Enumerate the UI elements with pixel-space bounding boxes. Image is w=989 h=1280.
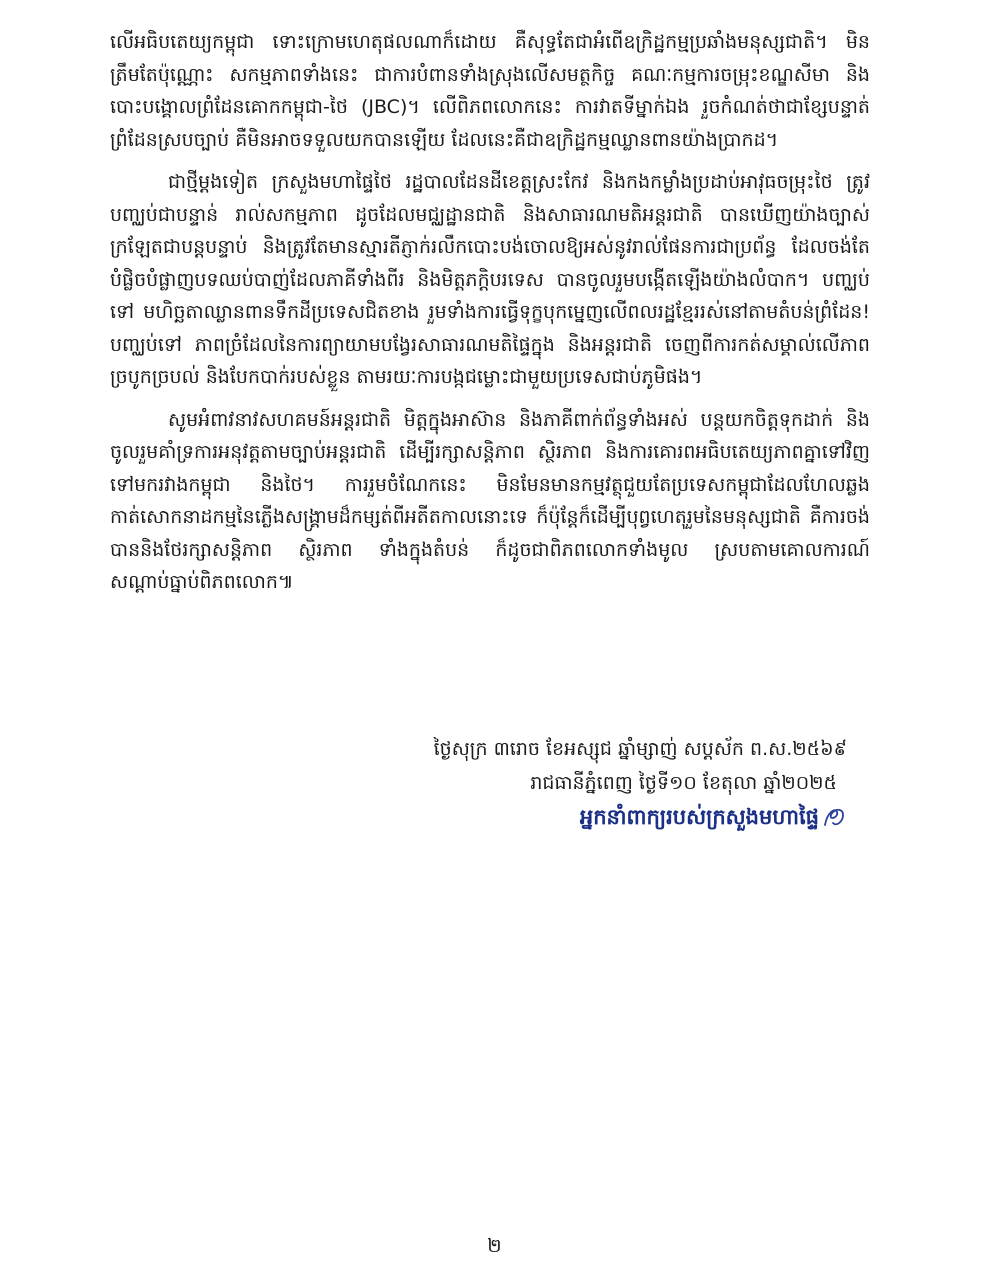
lunar-date-line: ថ្ងៃសុក្រ ៣រោច ខែអស្សុជ ឆ្នាំម្សាញ់ សប្តស័ក ព.ស.២៥៦៩ [433,738,847,760]
closing-block [347,732,847,834]
paragraph-1: លើអធិបតេយ្យកម្ពុជា ទោះក្រោមហេតុផលណាក៏ដោយ គឺសុទ្ធតែជាអំពើឧក្រិដ្ឋកម្មប្រឆាំងមនុស្សជាតិ។ មិនត្រឹមតែប៉ុណ្ណោះ សកម្មភាពទាំងនេះ ជាការបំពានទាំងស្រុងលើសមត្ថកិច្ច គណៈកម្មការចម្រុះខណ្ឌសីមា និងបោះបង្គោលព្រំដែនគោកកម្ពុជា-ថៃ (JBC)។ លើពិភពលោកនេះ ការវាតទីម្នាក់ឯង រួចកំណត់ថាជាខ្សែបន្ទាត់ព្រំដែនស្របច្បាប់ គឺមិនអាចទទួលយកបានឡើយ ដែលនេះគឺជាឧក្រិដ្ឋកម្មឈ្លានពានយ៉ាងប្រាកដ។ [110,31,870,151]
paragraph-3: សូមអំពាវនាវសហគមន៍អន្តរជាតិ មិត្តក្នុងអាស៊ាន និងភាគីពាក់ព័ន្ធទាំងអស់ បន្តយកចិត្តទុកដាក់ និងចូលរួមគាំទ្រការអនុវត្តតាមច្បាប់អន្តរជាតិ ដើម្បីរក្សាសន្តិភាព ស្ថិរភាព និងការគោរពអធិបតេយ្យភាពគ្នាទៅវិញទៅមករវាងកម្ពុជា និងថៃ។ ការរួមចំណែកនេះ មិនមែនមានកម្មវត្ថុជួយតែប្រទេសកម្ពុជាដែលហែលឆ្លងកាត់សោកនាដកម្មនៃភ្លើងសង្គ្រាមដ៏កម្សត់ពីអតីតកាលនោះទេ ក៏ប៉ុន្តែក៏ដើម្បីបុព្វហេតុរួមនៃមនុស្សជាតិ គឺការចង់បាននិងថែរក្សាសន្តិភាព ស្ថិរភាព ទាំងក្នុងតំបន់ ក៏ដូចជាពិភពលោកទាំងមូល ស្របតាមគោលការណ៍សណ្តាប់ធ្នាប់ពិភពលោក៕ [110,408,870,593]
place-date-line: រាជធានីភ្នំពេញ ថ្ងៃទី១០ ខែតុលា ឆ្នាំ២០២៥ [530,772,837,794]
paragraph-2: ជាថ្មីម្តងទៀត ក្រសួងមហាផ្ទៃថៃ រដ្ឋបាលដែនដីខេត្តស្រះកែវ និងកងកម្លាំងប្រដាប់អាវុធចម្រុះថៃ ត្រូវបញ្ឈប់ជាបន្ទាន់ រាល់សកម្មភាព ដូចដែលមជ្ឈដ្ឋានជាតិ និងសាធារណមតិអន្តរជាតិ បានឃើញយ៉ាងច្បាស់ក្រឡែតជាបន្តបន្ទាប់ និងត្រូវតែមានស្មារតីភ្ញាក់រលឹកបោះបង់ចោលឱ្យអស់នូវរាល់ផែនការជាប្រព័ន្ធ ដែលចង់តែបំផ្លិចបំផ្លាញបទឈប់បាញ់ដែលភាគីទាំងពីរ និងមិត្តភក្តិបរទេស បានចូលរួមបង្កើតឡើងយ៉ាងលំបាក។ បញ្ឈប់ទៅ មហិច្ឆតាឈ្លានពានទឹកដីប្រទេសជិតខាង រួមទាំងការធ្វើទុក្ខបុកម្នេញលើពលរដ្ឋខ្មែររស់នៅតាមតំបន់ព្រំដែន! បញ្ឈប់ទៅ ភាពច្រំដែលនៃការព្យាយាមបង្វែរសាធារណមតិផ្ទៃក្នុង និងអន្តរជាតិ ចេញពីការកត់សម្គាល់លើភាពច្របូកច្របល់ និងបែកបាក់របស់ខ្លួន តាមរយៈការបង្កជម្លោះជាមួយប្រទេសជាប់ភូមិផង។ [110,171,870,388]
document-body [110,26,870,599]
signatory-title: អ្នកនាំពាក្យរបស់ក្រសួងមហាផ្ទៃ [579,805,819,829]
signature-row [347,800,847,834]
signature-mark-icon [821,803,847,831]
page-number: ២ [487,1235,502,1257]
